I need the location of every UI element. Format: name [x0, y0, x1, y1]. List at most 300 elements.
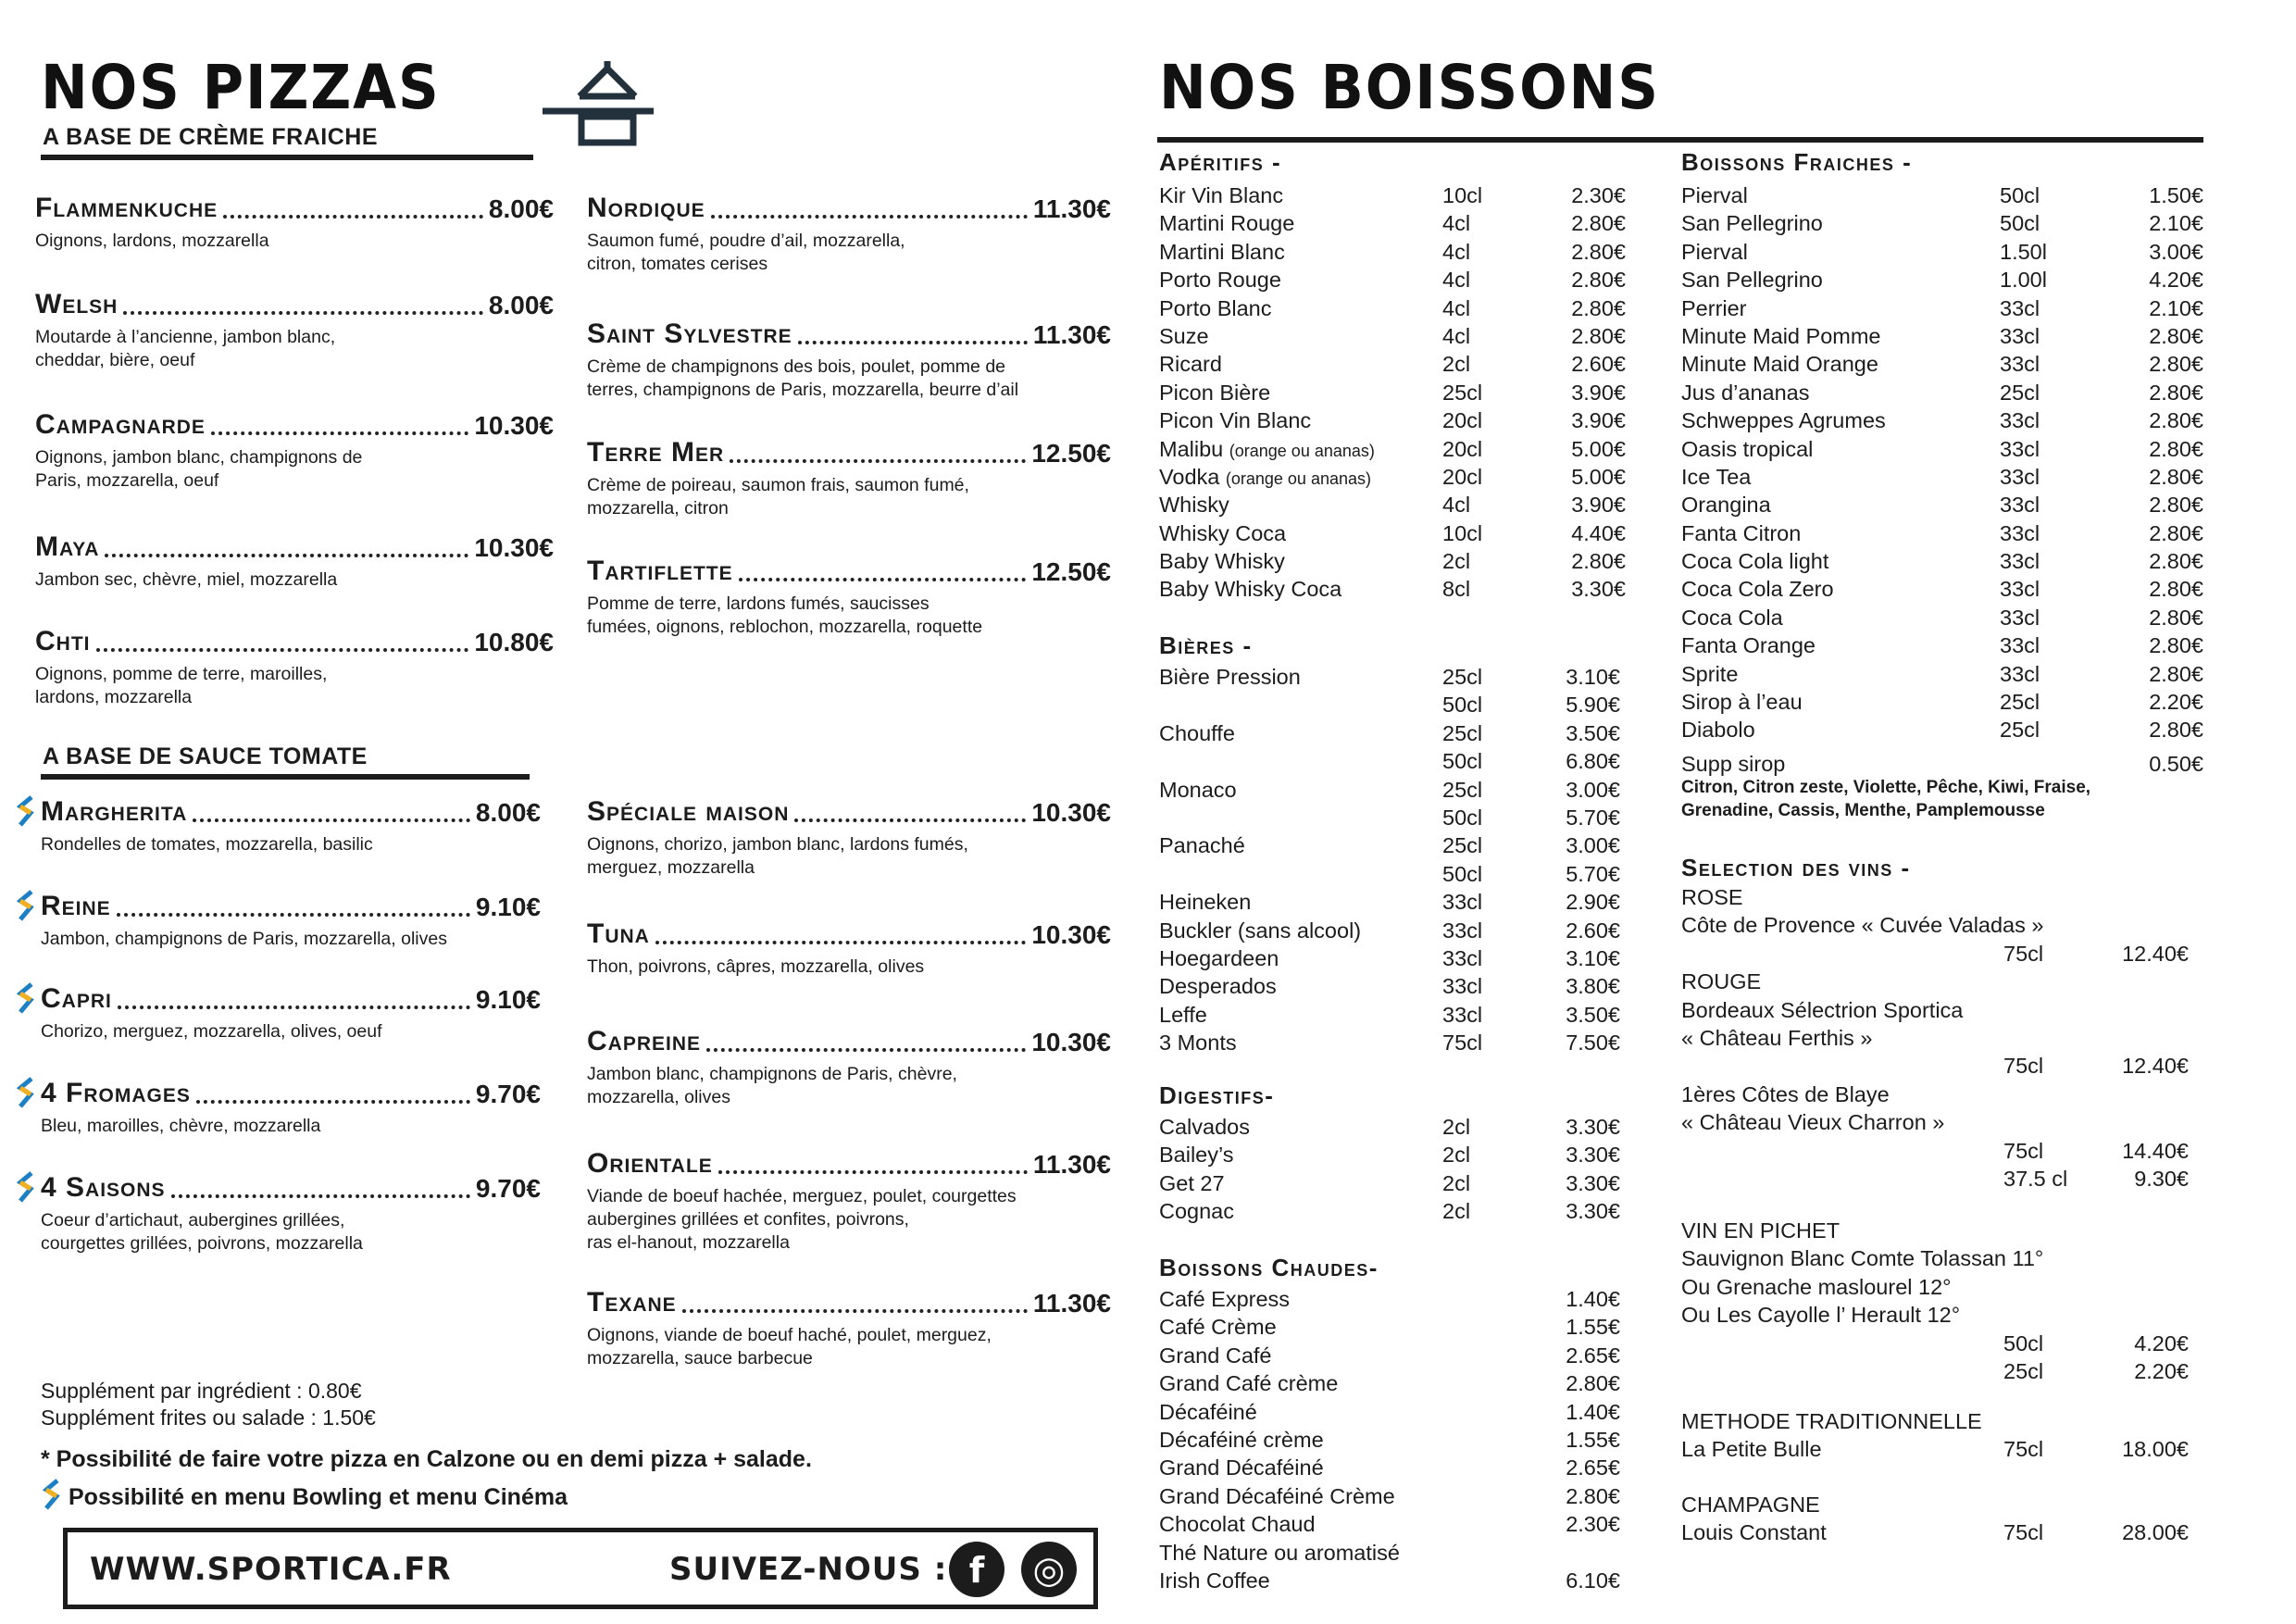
dotted-leader — [193, 818, 470, 822]
pizza-header — [587, 311, 1111, 350]
drink-name: Whisky Coca — [1159, 520, 1287, 545]
drink-size: 2cl — [1442, 1143, 1471, 1168]
aperitifs-heading: Apéritifs - — [1159, 148, 1282, 176]
dotted-leader — [171, 1194, 470, 1198]
drink-name: Coca Cola — [1681, 605, 1783, 630]
drink-price: 2.80€ — [1571, 295, 1626, 320]
drink-row — [1159, 1426, 1620, 1454]
pizza-price: 11.30€ — [1032, 320, 1111, 349]
methode-price: 18.00€ — [2122, 1437, 2189, 1462]
drink-size: 4cl — [1442, 295, 1471, 320]
drink-size: 33cl — [2000, 577, 2040, 602]
drink-price: 2.80€ — [2149, 352, 2203, 377]
drink-name: San Pellegrino — [1681, 211, 1823, 236]
drink-price: 2.65€ — [1566, 1455, 1620, 1480]
drink-name: Oasis tropical — [1681, 436, 1814, 461]
drink-size: 25cl — [2000, 718, 2040, 743]
pizza-name: Capreine — [587, 1026, 702, 1056]
pizza-description: Oignons, jambon blanc, champignons de Paris, mozzarella, oeuf — [35, 447, 363, 491]
pizza-item — [587, 548, 1111, 639]
drink-price: 3.90€ — [1571, 380, 1626, 405]
drink-price: 5.00€ — [1571, 464, 1626, 489]
pizza-item — [41, 1165, 541, 1255]
drink-row — [1159, 691, 1620, 718]
drink-price: 2.80€ — [1566, 1483, 1620, 1508]
pizza-description: Thon, poivrons, câpres, mozzarella, olives — [587, 956, 925, 977]
drink-row — [1159, 350, 1626, 378]
rouge2-size2: 37.5 cl — [2003, 1166, 2068, 1191]
fraiches-list — [1681, 181, 2203, 744]
drink-size: 25cl — [1442, 380, 1483, 405]
pizza-name: Campagnarde — [35, 409, 206, 440]
drink-price: 2.80€ — [2149, 436, 2203, 461]
footer-box — [63, 1528, 1098, 1609]
drink-size: 33cl — [2000, 323, 2040, 348]
drink-name: San Pellegrino — [1681, 268, 1823, 293]
drink-size — [1442, 1369, 1542, 1397]
drink-row — [1159, 1454, 1620, 1481]
drink-price: 2.80€ — [2149, 718, 2203, 743]
drink-row — [1159, 663, 1620, 691]
pizza-price: 10.80€ — [474, 628, 554, 656]
bieres-heading: Bières - — [1159, 631, 1253, 659]
pizza-price: 9.70€ — [475, 1174, 541, 1203]
drink-row — [1159, 1398, 1620, 1426]
drink-name: Thé Nature ou aromatisé — [1159, 1540, 1400, 1565]
pizza-header — [587, 911, 1111, 950]
drink-price: 7.50€ — [1566, 1031, 1620, 1056]
drink-row — [1159, 463, 1626, 491]
pizza-header — [41, 1070, 541, 1109]
drink-name: Picon Vin Blanc — [1159, 408, 1312, 433]
pichet-list — [1681, 1217, 2218, 1385]
pichet-price1: 4.20€ — [2134, 1330, 2189, 1355]
pizza-header — [587, 1018, 1111, 1057]
pizza-description: Oignons, pomme de terre, maroilles, lardons, mozzarella — [35, 664, 328, 707]
drink-size: 25cl — [1442, 833, 1483, 858]
drink-price: 2.80€ — [2149, 380, 2203, 405]
dotted-leader — [706, 1048, 1026, 1052]
rose-label: ROSE — [1681, 885, 1743, 909]
pizza-description: Jambon sec, chèvre, miel, mozzarella — [35, 569, 338, 590]
pichet-price2: 2.20€ — [2134, 1358, 2189, 1383]
drink-name: Ice Tea — [1681, 464, 1752, 489]
rose-name: Côte de Provence « Cuvée Valadas » — [1681, 913, 2044, 938]
drink-price: 3.10€ — [1566, 665, 1620, 689]
drink-size: 10cl — [1442, 520, 1483, 545]
pizza-item — [587, 911, 1111, 979]
drink-row — [1159, 1197, 1620, 1225]
pizza-name: Flammenkuche — [35, 193, 218, 223]
drink-price: 2.20€ — [2149, 690, 2203, 715]
drink-size: 33cl — [2000, 352, 2040, 377]
drink-size: 20cl — [1442, 408, 1483, 433]
pichet-a: Sauvignon Blanc Comte Tolassan 11° — [1681, 1246, 2044, 1271]
drink-price: 3.00€ — [1566, 777, 1620, 802]
drink-size: 33cl — [2000, 633, 2040, 658]
dotted-leader — [211, 431, 468, 435]
pizza-name: 4 Fromages — [41, 1078, 191, 1108]
drink-size: 2cl — [1442, 352, 1471, 377]
drink-row — [1159, 831, 1620, 859]
drink-price: 1.55€ — [1566, 1427, 1620, 1452]
drink-size: 33cl — [2000, 549, 2040, 574]
follow-label: SUIVEZ-NOUS : — [669, 1551, 948, 1588]
drink-price: 5.70€ — [1566, 861, 1620, 886]
drink-size — [1442, 1482, 1542, 1510]
pizza-header — [35, 618, 554, 657]
drink-name: Malibu — [1159, 436, 1224, 461]
drink-row — [1159, 1510, 1620, 1538]
drink-name: Décaféiné — [1159, 1399, 1257, 1424]
drink-name: Orangina — [1681, 493, 1771, 518]
drink-row — [1159, 322, 1626, 350]
drink-size: 33cl — [2000, 605, 2040, 630]
drink-row — [1681, 575, 2203, 603]
drink-row — [1159, 1029, 1620, 1056]
drink-size: 25cl — [1442, 777, 1483, 802]
drink-price: 2.80€ — [2149, 323, 2203, 348]
drink-size: 4cl — [1442, 239, 1471, 264]
drink-name: Martini Blanc — [1159, 239, 1285, 264]
drink-row — [1681, 631, 2203, 659]
drink-name: Coca Cola light — [1681, 549, 1829, 574]
drink-size — [1442, 1454, 1542, 1481]
dotted-leader — [730, 459, 1026, 463]
pizza-price: 10.30€ — [474, 411, 554, 440]
tomate-subtitle: A BASE DE SAUCE TOMATE — [43, 743, 368, 769]
pizza-name: Margherita — [41, 796, 188, 827]
drink-size: 33cl — [2000, 464, 2040, 489]
drink-name: Irish Coffee — [1159, 1568, 1270, 1593]
drink-row — [1159, 719, 1620, 747]
drink-row — [1159, 804, 1620, 831]
drink-size: 33cl — [1442, 918, 1483, 943]
drink-size: 25cl — [2000, 380, 2040, 405]
drink-row — [1159, 1342, 1620, 1369]
drink-size: 50cl — [1442, 749, 1483, 774]
drink-price: 2.10€ — [2149, 211, 2203, 236]
drink-size: 50cl — [2000, 211, 2040, 236]
drink-name: Monaco — [1159, 777, 1237, 802]
drink-row — [1159, 519, 1626, 547]
drink-name: Jus d’ananas — [1681, 380, 1810, 405]
drink-size: 75cl — [1442, 1031, 1483, 1056]
pizza-description: Pomme de terre, lardons fumés, saucisses fumées, oignons, reblochon, mozzarella, roquette — [587, 593, 983, 637]
pizza-description: Crème de champignons des bois, poulet, pomme de terres, champignons de Paris, mozzarella, beurre d’ail — [587, 356, 1019, 400]
pizza-item — [587, 1018, 1111, 1109]
drink-price: 2.80€ — [2149, 408, 2203, 433]
drink-price: 2.80€ — [2149, 464, 2203, 489]
drink-name: Fanta Citron — [1681, 520, 1802, 545]
drink-price: 2.30€ — [1571, 183, 1626, 207]
drink-size: 25cl — [2000, 690, 2040, 715]
drink-price: 3.90€ — [1571, 408, 1626, 433]
drink-name: Buckler (sans alcool) — [1159, 918, 1362, 943]
rouge1-price: 12.40€ — [2122, 1054, 2189, 1079]
pizza-item — [41, 883, 541, 951]
drink-price: 3.00€ — [2149, 239, 2203, 264]
rouge1-size: 75cl — [2003, 1054, 2044, 1079]
drink-size: 20cl — [1442, 436, 1483, 461]
dotted-leader — [718, 1170, 1028, 1174]
boissons-title: NOS BOISSONS — [1159, 52, 1660, 123]
drink-price: 1.55€ — [1566, 1315, 1620, 1340]
drink-row — [1681, 350, 2203, 378]
dotted-leader — [117, 913, 470, 917]
pizza-header — [41, 789, 541, 828]
pizza-description: Oignons, viande de boeuf haché, poulet, merguez, mozzarella, sauce barbecue — [587, 1325, 992, 1368]
pichet-label: VIN EN PICHET — [1681, 1218, 1841, 1243]
drink-price: 2.30€ — [1566, 1512, 1620, 1537]
drink-size: 33cl — [2000, 493, 2040, 518]
drink-price: 4.20€ — [2149, 268, 2203, 293]
drink-row — [1681, 660, 2203, 688]
drink-price: 1.50€ — [2149, 183, 2203, 207]
menu-note: Possibilité en menu Bowling et menu Cinéma — [69, 1484, 568, 1510]
drink-name: Grand Décaféiné — [1159, 1455, 1324, 1480]
drink-row — [1159, 435, 1626, 463]
pizza-item — [587, 185, 1111, 276]
menu-s-icon — [17, 794, 35, 828]
pizza-item — [41, 789, 541, 856]
drink-row — [1159, 266, 1626, 294]
pizza-price: 8.00€ — [488, 194, 554, 223]
pizza-name: Spéciale maison — [587, 796, 790, 827]
champagne-label: CHAMPAGNE — [1681, 1493, 1820, 1517]
drink-price: 3.30€ — [1566, 1199, 1620, 1224]
creme-rule — [41, 155, 533, 160]
pizza-item — [587, 430, 1111, 520]
drink-size: 2cl — [1442, 1199, 1471, 1224]
drink-price: 2.80€ — [2149, 493, 2203, 518]
pizza-header — [587, 185, 1111, 224]
house-logo-icon — [543, 61, 654, 146]
pizza-price: 8.00€ — [488, 291, 554, 319]
drink-size: 20cl — [1442, 464, 1483, 489]
dotted-leader — [794, 818, 1026, 822]
drink-price: 1.40€ — [1566, 1287, 1620, 1311]
drink-row — [1159, 1001, 1620, 1029]
pizza-description: Jambon, champignons de Paris, mozzarella, olives — [41, 929, 447, 949]
drink-size: 25cl — [1442, 665, 1483, 689]
drink-size: 1.50l — [2000, 239, 2047, 264]
pizza-name: Texane — [587, 1287, 677, 1318]
drink-price: 2.80€ — [2149, 633, 2203, 658]
drink-name: Hoegardeen — [1159, 945, 1279, 970]
drink-size: 33cl — [1442, 1002, 1483, 1027]
drink-price: 2.80€ — [1571, 239, 1626, 264]
pichet-c: Ou Les Cayolle l’ Herault 12° — [1681, 1303, 1961, 1328]
drink-row — [1681, 435, 2203, 463]
supplement-frites: Supplément frites ou salade : 1.50€ — [41, 1405, 376, 1430]
drink-price: 3.10€ — [1566, 945, 1620, 970]
drink-row — [1681, 463, 2203, 491]
drink-note: (orange ou ananas) — [1229, 441, 1375, 460]
pizza-name: Tuna — [587, 918, 650, 949]
drink-row — [1159, 1539, 1620, 1567]
drink-price: 2.90€ — [1566, 890, 1620, 915]
instagram-icon[interactable]: ◎ — [1021, 1542, 1077, 1597]
drink-row — [1159, 1369, 1620, 1397]
drink-price: 3.50€ — [1566, 1002, 1620, 1027]
drink-size: 50cl — [2000, 183, 2040, 207]
drink-size: 4cl — [1442, 323, 1471, 348]
dotted-leader — [96, 648, 469, 652]
pizza-price: 8.00€ — [475, 798, 541, 827]
pichet-size2: 25cl — [2003, 1358, 2044, 1383]
pichet-b: Ou Grenache maslourel 12° — [1681, 1274, 1952, 1299]
drink-name: Martini Rouge — [1159, 211, 1295, 236]
drink-name: Desperados — [1159, 974, 1277, 999]
dotted-leader — [739, 578, 1027, 581]
pizza-description: Moutarde à l’ancienne, jambon blanc, cheddar, bière, oeuf — [35, 327, 336, 370]
drink-name: Coca Cola Zero — [1681, 577, 1834, 602]
rouge2-price1: 14.40€ — [2122, 1138, 2189, 1163]
drink-price: 4.40€ — [1571, 520, 1626, 545]
drink-size: 4cl — [1442, 211, 1471, 236]
supp-sirop-row — [1681, 750, 2203, 778]
chaudes-heading: Boissons Chaudes- — [1159, 1254, 1379, 1281]
drink-size — [1442, 1567, 1542, 1594]
drink-row — [1681, 406, 2203, 434]
digestifs-heading: Digestifs- — [1159, 1081, 1275, 1109]
drink-size: 50cl — [1442, 861, 1483, 886]
drink-row — [1159, 379, 1626, 406]
calzone-note: * Possibilité de faire votre pizza en Calzone ou en demi pizza + salade. — [41, 1446, 812, 1472]
drink-price: 2.80€ — [1571, 323, 1626, 348]
drink-row — [1681, 294, 2203, 322]
rouge1-name-a: Bordeaux Sélectrion Sportica — [1681, 997, 1964, 1022]
drink-row — [1159, 1285, 1620, 1313]
menu-s-icon — [17, 1170, 35, 1204]
pizza-name: Tartiflette — [587, 556, 733, 586]
drink-size: 4cl — [1442, 493, 1471, 518]
dotted-leader — [123, 311, 483, 315]
pizza-header — [587, 548, 1111, 587]
drink-name: Calvados — [1159, 1115, 1250, 1139]
boissons-rule — [1157, 137, 2203, 143]
drink-size: 50cl — [1442, 693, 1483, 718]
drink-price: 3.30€ — [1571, 577, 1626, 602]
drink-row — [1159, 406, 1626, 434]
drink-name: Fanta Orange — [1681, 633, 1816, 658]
pizza-price: 9.10€ — [475, 985, 541, 1014]
menu-s-icon — [17, 981, 35, 1015]
drink-row — [1159, 1313, 1620, 1341]
pizza-description: Jambon blanc, champignons de Paris, chèvre, mozzarella, olives — [587, 1064, 957, 1107]
drink-size: 25cl — [1442, 720, 1483, 745]
champagne-size: 75cl — [2003, 1520, 2044, 1545]
drink-name: Heineken — [1159, 890, 1252, 915]
pizza-item — [35, 402, 554, 493]
drink-name: Pierval — [1681, 183, 1748, 207]
drink-price: 3.30€ — [1566, 1143, 1620, 1168]
pizza-item — [587, 1141, 1111, 1255]
drink-row — [1681, 716, 2203, 743]
drink-row — [1681, 266, 2203, 294]
drink-size — [1442, 1313, 1542, 1341]
drink-price: 1.40€ — [1566, 1399, 1620, 1424]
drink-name: Chouffe — [1159, 720, 1235, 745]
drink-price: 2.80€ — [1571, 268, 1626, 293]
tomate-rule — [41, 774, 530, 780]
menu-s-icon — [17, 1076, 35, 1109]
drink-price: 3.30€ — [1566, 1170, 1620, 1195]
champagne-name: Louis Constant — [1681, 1520, 1827, 1545]
drink-row — [1159, 776, 1620, 804]
methode-list — [1681, 1407, 2218, 1464]
pizza-description: Chorizo, merguez, mozzarella, olives, oeuf — [41, 1021, 382, 1042]
drink-size: 1.00l — [2000, 268, 2047, 293]
drink-size: 33cl — [2000, 408, 2040, 433]
bieres-list — [1159, 663, 1620, 1056]
methode-size: 75cl — [2003, 1437, 2044, 1462]
drink-row — [1681, 688, 2203, 716]
drink-name: Café Crème — [1159, 1315, 1277, 1340]
drink-row — [1159, 888, 1620, 916]
supp-sirop-desc: Citron, Citron zeste, Violette, Pêche, Kiwi, Fraise, Grenadine, Cassis, Menthe, Pamplemousse — [1681, 778, 2091, 820]
facebook-icon[interactable]: f — [949, 1542, 1004, 1597]
drink-name: Kir Vin Blanc — [1159, 183, 1284, 207]
pizza-description: Oignons, lardons, mozzarella — [35, 231, 269, 251]
drink-name: Chocolat Chaud — [1159, 1512, 1316, 1537]
pizza-item — [35, 618, 554, 709]
drink-name: Cognac — [1159, 1199, 1234, 1224]
drink-row — [1159, 1113, 1620, 1141]
drink-row — [1159, 547, 1626, 575]
drink-row — [1681, 519, 2203, 547]
drink-size — [1442, 1342, 1542, 1369]
drink-size: 33cl — [1442, 890, 1483, 915]
drink-price: 3.30€ — [1566, 1115, 1620, 1139]
champagne-list — [1681, 1491, 2218, 1547]
rouge-label: ROUGE — [1681, 969, 1762, 994]
drink-price: 2.80€ — [1571, 549, 1626, 574]
drink-name: Vodka — [1159, 464, 1220, 489]
pizza-description: Crème de poireau, saumon frais, saumon fumé, mozzarella, citron — [587, 475, 969, 518]
pizza-item — [35, 185, 554, 253]
dotted-leader — [196, 1100, 470, 1104]
pizza-price: 10.30€ — [1031, 1028, 1111, 1056]
drink-name: Minute Maid Pomme — [1681, 323, 1881, 348]
pizza-description: Bleu, maroilles, chèvre, mozzarella — [41, 1116, 321, 1136]
drink-row — [1681, 604, 2203, 631]
drink-name: Get 27 — [1159, 1170, 1225, 1195]
rouge2-size1: 75cl — [2003, 1138, 2044, 1163]
drink-row — [1159, 181, 1626, 209]
drink-size: 33cl — [2000, 520, 2040, 545]
pizza-header — [587, 789, 1111, 828]
drink-name: Schweppes Agrumes — [1681, 408, 1886, 433]
pizza-price: 10.30€ — [1031, 798, 1111, 827]
vins-list — [1681, 883, 2218, 1193]
drink-row — [1159, 972, 1620, 1000]
pizza-price: 10.30€ — [474, 533, 554, 562]
pizza-header — [41, 883, 541, 922]
website-link[interactable]: WWW.SPORTICA.FR — [90, 1551, 452, 1588]
drink-size: 33cl — [2000, 436, 2040, 461]
drink-size: 2cl — [1442, 549, 1471, 574]
drink-row — [1159, 238, 1626, 266]
drink-name: Baby Whisky Coca — [1159, 577, 1342, 602]
pizza-header — [35, 185, 554, 224]
methode-name: La Petite Bulle — [1681, 1437, 1822, 1462]
drink-price: 2.80€ — [2149, 605, 2203, 630]
pichet-size1: 50cl — [2003, 1330, 2044, 1355]
drink-price: 2.80€ — [2149, 661, 2203, 686]
pizza-item — [35, 281, 554, 372]
